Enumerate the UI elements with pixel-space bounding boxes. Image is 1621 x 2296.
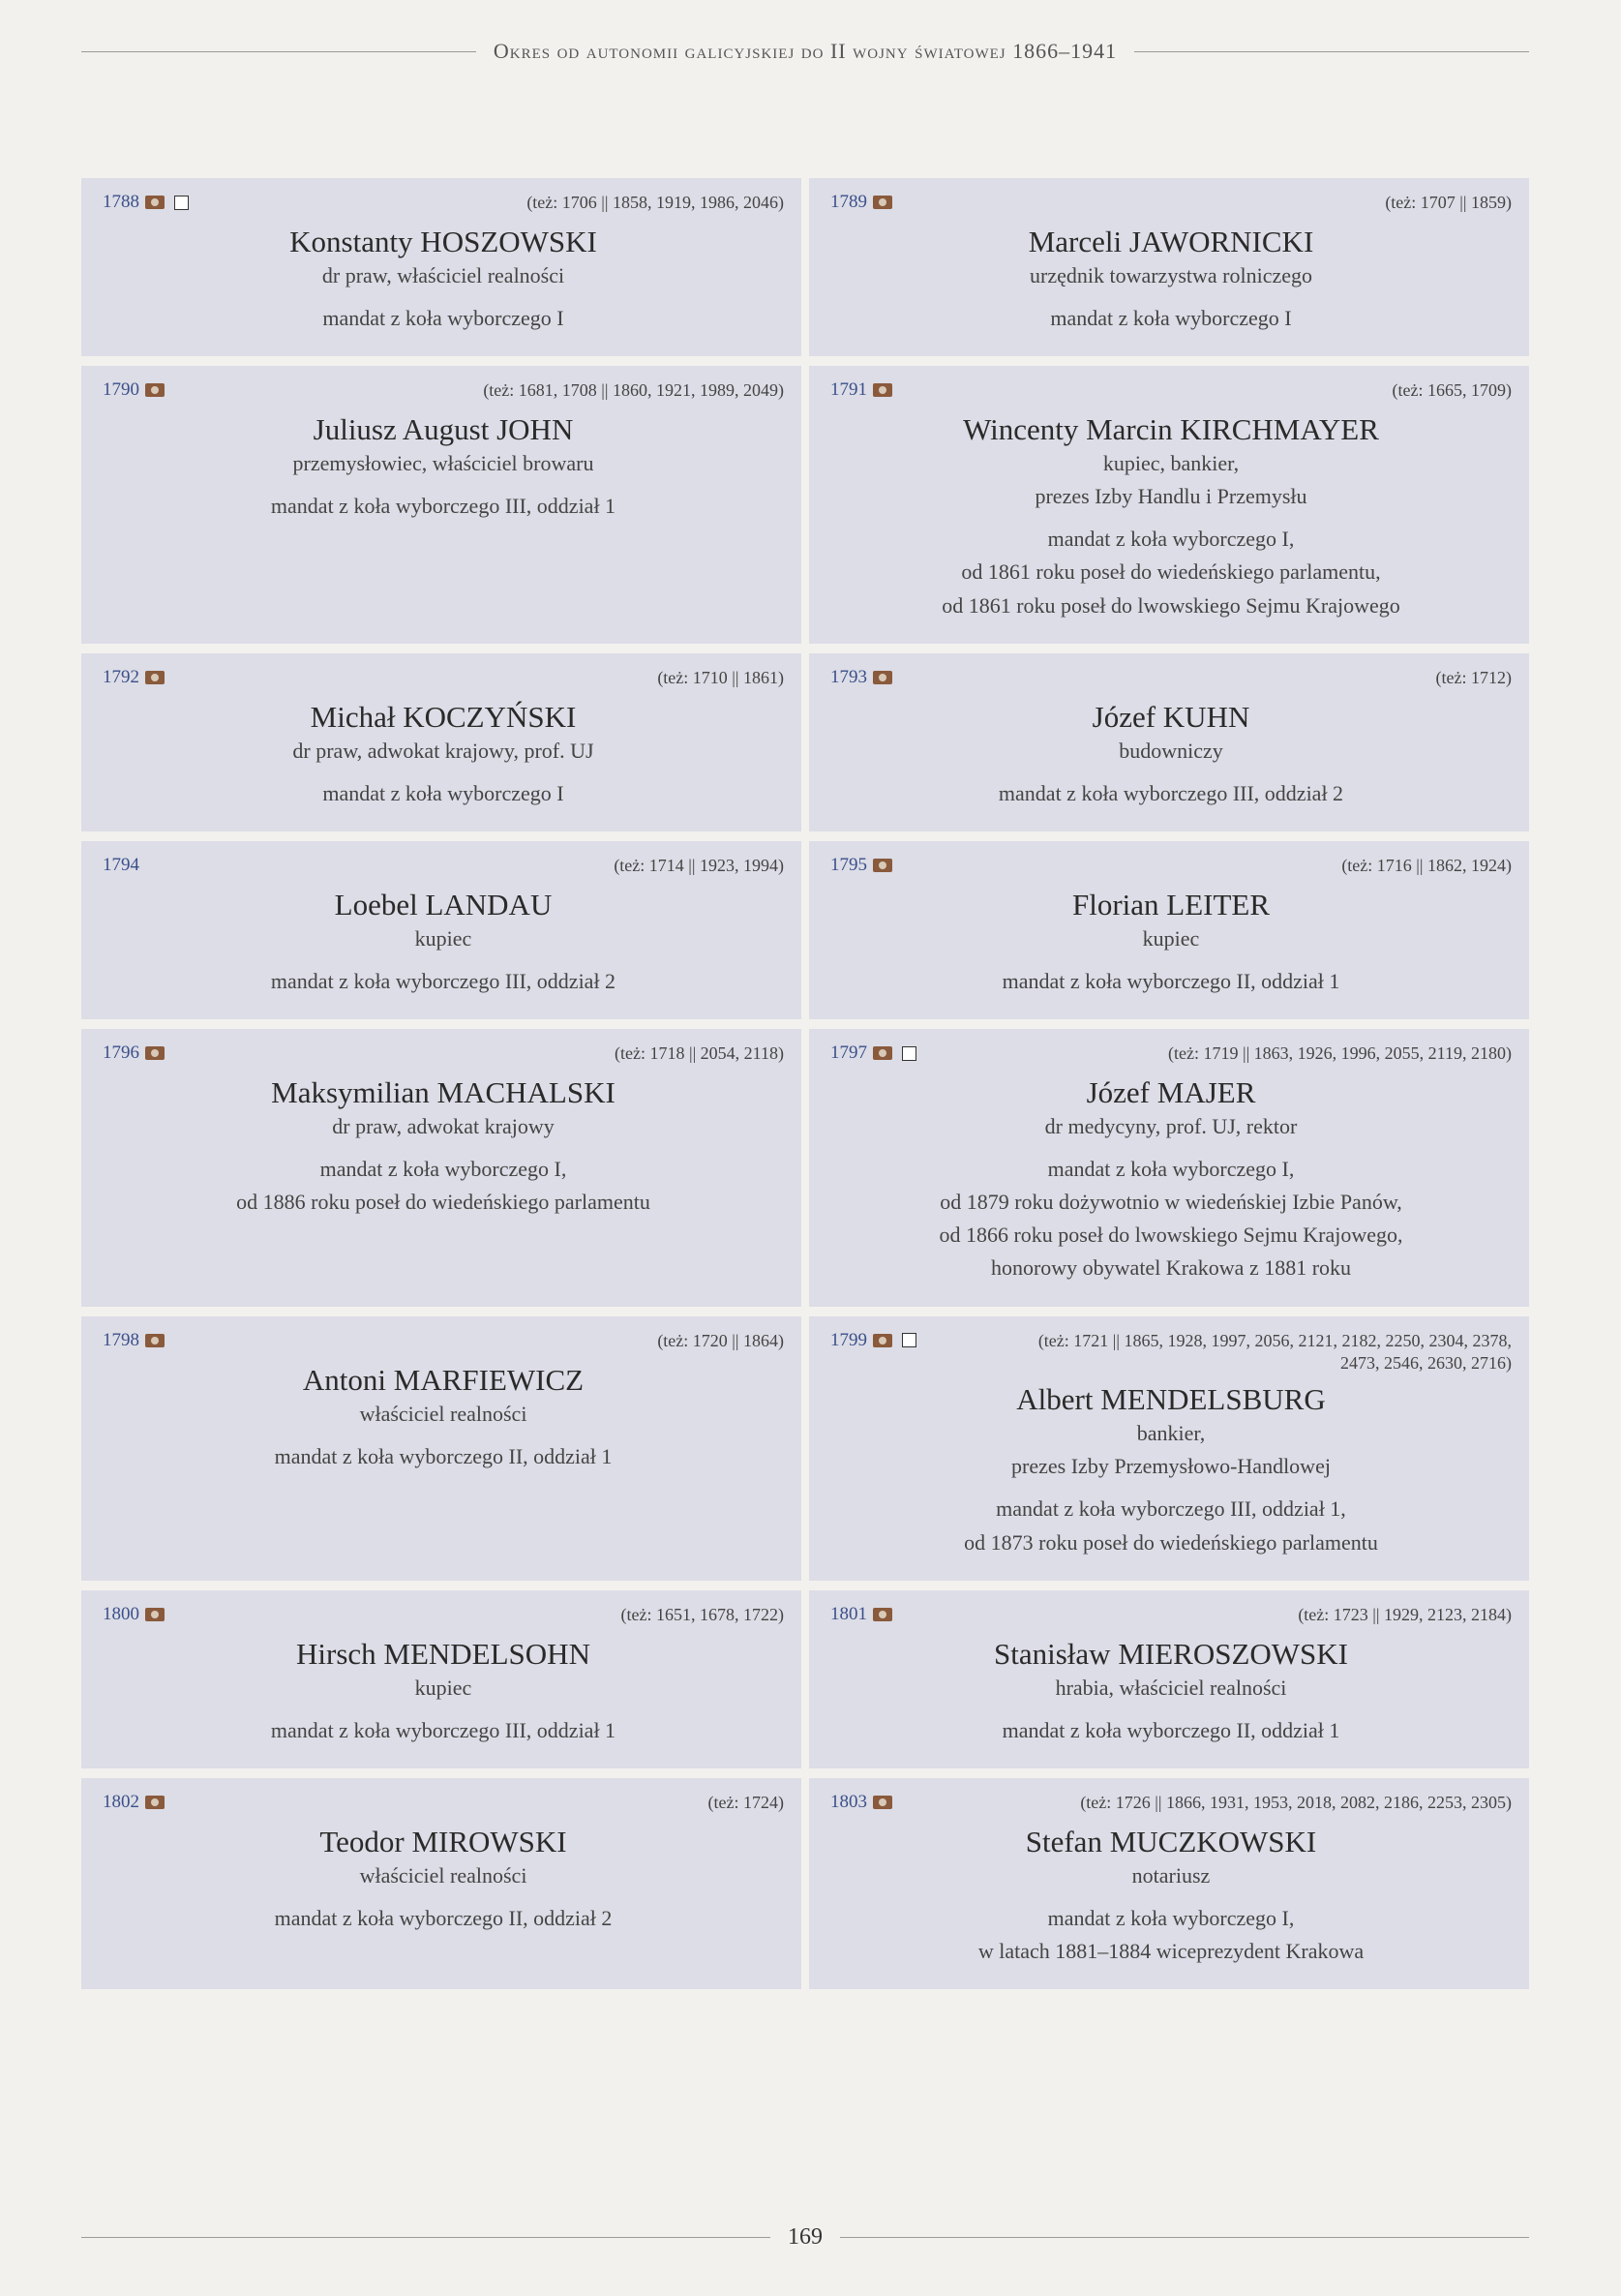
mandate-line: mandat z koła wyborczego I, (319, 1157, 567, 1182)
mandate-line: mandat z koła wyborczego III, oddział 1, (996, 1496, 1346, 1522)
mandate-line: od 1879 roku dożywotnio w wiedeńskiej Izbie Panów, (940, 1190, 1402, 1215)
entry-header (830, 667, 1512, 692)
entry-header (830, 379, 1512, 405)
photo-icon (873, 1608, 892, 1621)
entry-header (103, 1604, 784, 1629)
entry-header (103, 667, 784, 692)
cross-reference: (też: 1714 || 1923, 1994) (614, 855, 784, 875)
photo-icon (873, 383, 892, 397)
cross-reference: (też: 1706 || 1858, 1919, 1986, 2046) (526, 193, 784, 212)
mandate-line: mandat z koła wyborczego II, oddział 1 (1002, 1717, 1340, 1742)
entry-number: 1795 (830, 854, 867, 875)
header-rule-right (1134, 51, 1529, 52)
mandate-line: od 1886 roku poseł do wiedeńskiego parlamentu (236, 1190, 650, 1215)
entry-card (81, 1778, 801, 1989)
person-name: Albert MENDELSBURG (1016, 1382, 1326, 1417)
photo-icon (145, 383, 165, 397)
running-head (81, 37, 1529, 66)
person-description: właściciel realności (359, 1401, 527, 1426)
mandate-line: mandat z koła wyborczego III, oddział 1 (270, 494, 616, 519)
photo-icon (873, 859, 892, 872)
entry-card (809, 366, 1529, 643)
entry-number-group (830, 192, 892, 213)
mandate-line: honorowy obywatel Krakowa z 1881 roku (990, 1255, 1352, 1281)
person-description: kupiec (414, 925, 472, 951)
person-description: właściciel realności (359, 1862, 527, 1888)
entry-number-group (103, 192, 189, 213)
mandate-line: mandat z koła wyborczego III, oddział 2 (270, 968, 616, 993)
person-description: kupiec, bankier, (1102, 451, 1240, 476)
mandate-line: od 1861 roku poseł do wiedeńskiego parlamentu, (961, 559, 1381, 585)
entry-number-group (103, 1604, 165, 1625)
entry-number: 1789 (830, 192, 867, 212)
entry-header (830, 1042, 1512, 1068)
entry-card (81, 366, 801, 643)
person-name: Józef KUHN (1092, 699, 1250, 734)
person-name: Hirsch MENDELSOHN (296, 1636, 590, 1671)
mandate-line: mandat z koła wyborczego I, (1047, 527, 1295, 552)
entry-number: 1788 (103, 192, 139, 212)
person-description: przemysłowiec, właściciel browaru (292, 451, 594, 476)
person-name: Marceli JAWORNICKI (1028, 225, 1314, 258)
entry-number-group (103, 379, 165, 401)
entry-header (830, 1330, 1512, 1375)
mandate-line: mandat z koła wyborczego I (322, 306, 564, 331)
footer-rule-right (840, 2237, 1529, 2238)
cross-reference: (też: 1707 || 1859) (1385, 193, 1512, 212)
entry-card (81, 653, 801, 831)
mandate-line: mandat z koła wyborczego I, (1047, 1905, 1295, 1930)
checkbox-icon (902, 1333, 916, 1347)
entries-grid (81, 178, 1529, 1989)
entry-number-group (103, 855, 139, 876)
entry-header (103, 379, 784, 405)
entry-card (809, 1316, 1529, 1581)
entry-number: 1801 (830, 1603, 867, 1624)
entry-header (103, 1330, 784, 1355)
entry-card (81, 178, 801, 356)
entry-card (81, 1316, 801, 1581)
person-description: prezes Izby Przemysłowo-Handlowej (1011, 1454, 1331, 1479)
mandate-line: mandat z koła wyborczego II, oddział 2 (274, 1905, 613, 1930)
entry-number: 1794 (103, 854, 139, 875)
entry-number-group (103, 1042, 165, 1064)
entry-number: 1803 (830, 1791, 867, 1812)
entry-number: 1798 (103, 1329, 139, 1350)
person-name: Stefan MUCZKOWSKI (1025, 1824, 1317, 1858)
header-rule-left (81, 51, 476, 52)
running-head-title: Okres od autonomii galicyjskiej do II wojny światowej 1866–1941 (493, 39, 1118, 63)
mandate-line: mandat z koła wyborczego I, (1047, 1157, 1295, 1182)
mandate-line: mandat z koła wyborczego III, oddział 1 (270, 1717, 616, 1742)
person-description: urzędnik towarzystwa rolniczego (1030, 263, 1312, 287)
person-name: Konstanty HOSZOWSKI (289, 225, 597, 258)
cross-reference: (też: 1720 || 1864) (657, 1330, 784, 1350)
page-number: 169 (788, 2223, 823, 2250)
entry-card (809, 178, 1529, 356)
person-description: prezes Izby Handlu i Przemysłu (1035, 484, 1307, 509)
entry-header (830, 855, 1512, 880)
cross-reference: (też: 1723 || 1929, 2123, 2184) (1298, 1604, 1512, 1624)
person-name: Juliusz August JOHN (313, 412, 574, 447)
photo-icon (873, 1796, 892, 1809)
entry-card (809, 1029, 1529, 1306)
entry-number-group (830, 667, 892, 688)
cross-reference: (też: 1681, 1708 || 1860, 1921, 1989, 2049) (483, 380, 784, 401)
entry-card (809, 841, 1529, 1019)
cross-reference: (też: 1726 || 1866, 1931, 1953, 2018, 2082, 2186, 2253, 2305) (1080, 1792, 1512, 1812)
entry-card (809, 1590, 1529, 1768)
photo-icon (145, 671, 165, 684)
photo-icon (873, 671, 892, 684)
entry-number-group (103, 1792, 165, 1813)
cross-reference: (też: 1651, 1678, 1722) (620, 1604, 784, 1624)
entry-header (103, 192, 784, 217)
entry-number: 1796 (103, 1042, 139, 1064)
photo-icon (145, 1796, 165, 1809)
mandate-line: mandat z koła wyborczego III, oddział 2 (998, 780, 1344, 805)
entry-number-group (830, 855, 892, 876)
entry-number-group (103, 1330, 165, 1351)
entry-number: 1802 (103, 1791, 139, 1812)
photo-icon (873, 1046, 892, 1060)
person-name: Józef MAJER (1086, 1075, 1256, 1110)
photo-icon (145, 1334, 165, 1347)
person-description: kupiec (414, 1675, 472, 1700)
person-description: hrabia, właściciel realności (1055, 1675, 1287, 1700)
person-description: dr praw, właściciel realności (321, 263, 565, 287)
cross-reference: (też: 1712) (1435, 667, 1512, 687)
entry-number-group (830, 1604, 892, 1625)
person-description: kupiec (1142, 925, 1200, 951)
entry-number: 1790 (103, 379, 139, 401)
cross-reference: (też: 1719 || 1863, 1926, 1996, 2055, 2119, 2180) (1167, 1043, 1512, 1064)
photo-icon (145, 1608, 165, 1621)
entry-number-group (830, 1792, 892, 1813)
entry-number-group (830, 1330, 916, 1351)
entry-number-group (830, 1042, 916, 1064)
cross-reference: (też: 1710 || 1861) (657, 667, 784, 687)
photo-icon (873, 196, 892, 209)
entry-number: 1793 (830, 666, 867, 687)
cross-reference: (też: 1718 || 2054, 2118) (614, 1043, 784, 1064)
entry-card (809, 653, 1529, 831)
entry-number: 1797 (830, 1042, 867, 1064)
person-description: dr praw, adwokat krajowy (332, 1114, 555, 1139)
mandate-line: od 1866 roku poseł do lwowskiego Sejmu Krajowego, (939, 1223, 1403, 1248)
person-name: Michał KOCZYŃSKI (310, 699, 577, 734)
cross-reference: (też: 1665, 1709) (1392, 380, 1512, 401)
mandate-line: od 1861 roku poseł do lwowskiego Sejmu Krajowego (942, 592, 1400, 618)
entry-card (81, 1029, 801, 1306)
footer-rule-left (81, 2237, 770, 2238)
checkbox-icon (174, 196, 189, 210)
mandate-line: mandat z koła wyborczego II, oddział 1 (274, 1443, 613, 1468)
person-name: Antoni MARFIEWICZ (302, 1362, 585, 1397)
mandate-line: mandat z koła wyborczego I (322, 780, 564, 805)
entry-card (809, 1778, 1529, 1989)
checkbox-icon (902, 1046, 916, 1061)
person-name: Florian LEITER (1071, 887, 1271, 921)
person-name: Stanisław MIEROSZOWSKI (994, 1636, 1348, 1671)
entry-header (103, 1792, 784, 1817)
photo-icon (145, 196, 165, 209)
person-name: Teodor MIROWSKI (319, 1824, 567, 1858)
mandate-line: mandat z koła wyborczego II, oddział 1 (1002, 968, 1340, 993)
entry-number-group (103, 667, 165, 688)
entry-header (830, 1604, 1512, 1629)
person-description: notariusz (1131, 1862, 1211, 1888)
entry-number: 1799 (830, 1329, 867, 1350)
cross-reference: (też: 1716 || 1862, 1924) (1341, 855, 1512, 875)
entry-number: 1791 (830, 379, 867, 401)
mandate-line: od 1873 roku poseł do wiedeńskiego parlamentu (964, 1529, 1378, 1555)
person-name: Wincenty Marcin KIRCHMAYER (963, 412, 1379, 447)
photo-icon (145, 1046, 165, 1060)
photo-icon (873, 1334, 892, 1347)
person-name: Maksymilian MACHALSKI (271, 1075, 615, 1110)
entry-header (830, 1792, 1512, 1817)
entry-header (103, 1042, 784, 1068)
person-description: bankier, (1136, 1421, 1206, 1446)
page-footer (81, 2222, 1529, 2251)
entry-number-group (830, 379, 892, 401)
entry-card (81, 1590, 801, 1768)
mandate-line: w latach 1881–1884 wiceprezydent Krakowa (977, 1939, 1365, 1964)
entry-number: 1800 (103, 1603, 139, 1624)
cross-reference: (też: 1724) (707, 1792, 784, 1812)
entry-header (830, 192, 1512, 217)
entry-card (81, 841, 801, 1019)
cross-reference: (też: 1721 || 1865, 1928, 1997, 2056, 2121, 2182, 2250, 2304, 2378, 2473, 2546, 2630, 2716) (1037, 1330, 1512, 1373)
entry-number: 1792 (103, 666, 139, 687)
person-name: Loebel LANDAU (334, 887, 553, 921)
entry-header (103, 855, 784, 880)
person-description: dr praw, adwokat krajowy, prof. UJ (292, 738, 594, 763)
person-description: budowniczy (1119, 738, 1223, 763)
mandate-line: mandat z koła wyborczego I (1050, 306, 1292, 331)
person-description: dr medycyny, prof. UJ, rektor (1044, 1114, 1298, 1139)
